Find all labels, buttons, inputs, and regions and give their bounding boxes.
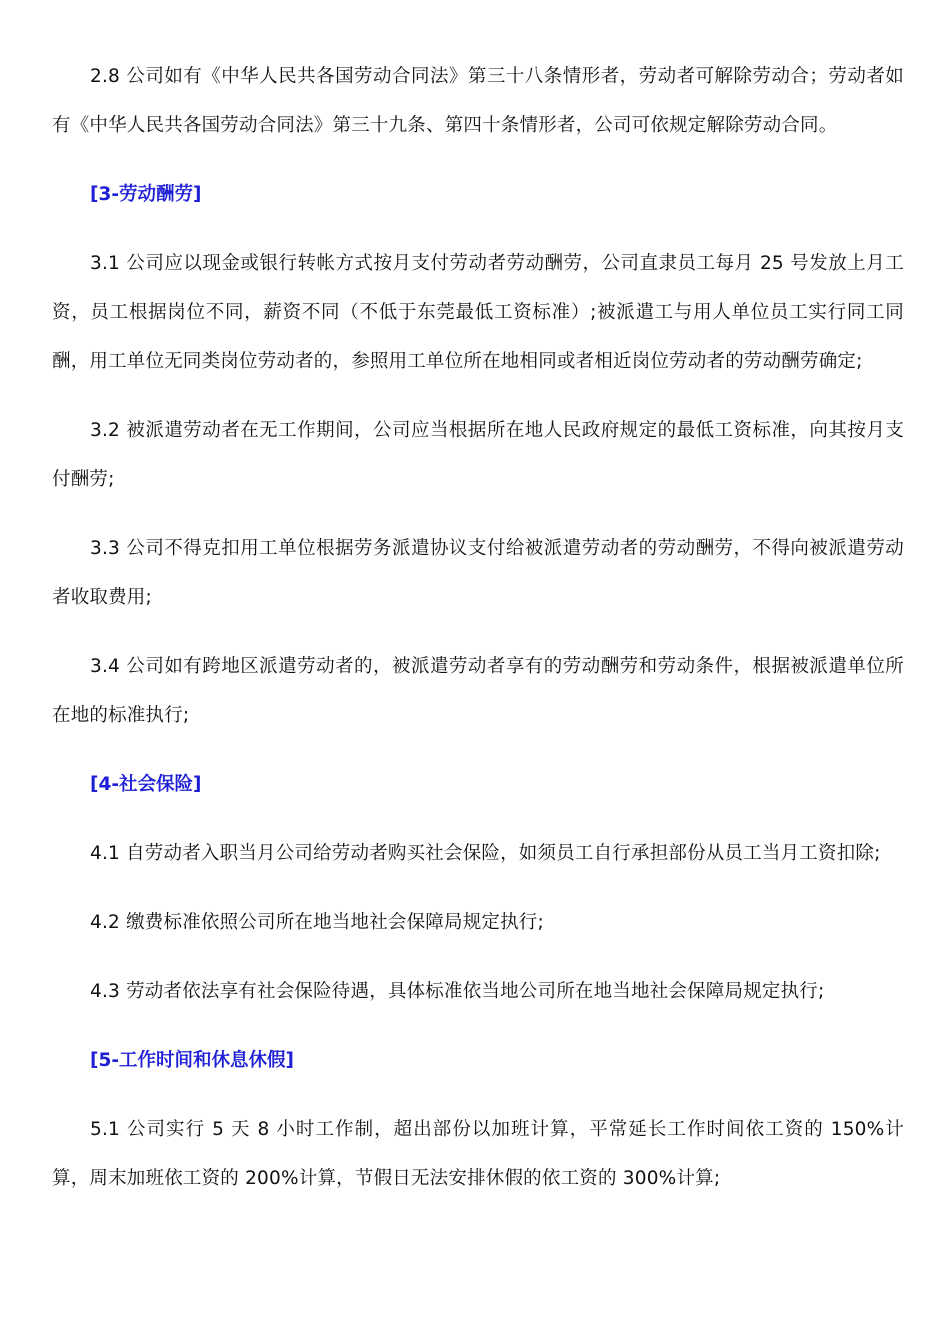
- paragraph-4-1: 4.1 自劳动者入职当月公司给劳动者购买社会保险，如须员工自行承担部份从员工当月工资扣除;: [90, 843, 881, 864]
- paragraph-3-2: 3.2 被派遣劳动者在无工作期间，公司应当根据所在地人民政府规定的最低工资标准，向其按月支付酬劳;: [52, 420, 904, 490]
- section-heading-3: [3-劳动酬劳]: [90, 184, 202, 205]
- paragraph-4-2: 4.2 缴费标准依照公司所在地当地社会保障局规定执行;: [90, 912, 544, 933]
- section-heading-4: [4-社会保险]: [90, 774, 202, 795]
- paragraph-4-3: 4.3 劳动者依法享有社会保险待遇，具体标准依当地公司所在地当地社会保障局规定执行;: [90, 981, 825, 1002]
- paragraph-3-4: 3.4 公司如有跨地区派遣劳动者的，被派遣劳动者享有的劳动酬劳和劳动条件，根据被派遣单位所在地的标准执行;: [52, 656, 904, 726]
- section-heading-5: [5-工作时间和休息休假]: [90, 1050, 294, 1071]
- paragraph-3-1: 3.1 公司应以现金或银行转帐方式按月支付劳动者劳动酬劳，公司直隶员工每月 25 号发放上月工资，员工根据岗位不同，薪资不同（不低于东莞最低工资标准）;被派遣工与用人单位员工实行同工同酬，用工单位无同类岗位劳动者的，参照用工单位所在地相同或者相近岗位劳动者的劳动酬劳确定;: [52, 253, 904, 372]
- paragraph-2-8: 2.8 公司如有《中华人民共各国劳动合同法》第三十八条情形者，劳动者可解除劳动合；劳动者如有《中华人民共各国劳动合同法》第三十九条、第四十条情形者，公司可依规定解除劳动合同。: [52, 66, 904, 136]
- paragraph-5-1: 5.1 公司实行 5 天 8 小时工作制，超出部份以加班计算，平常延长工作时间依工资的 150%计算，周末加班依工资的 200%计算，节假日无法安排休假的依工资的 300%计算;: [52, 1119, 904, 1189]
- document-page: [52, 52, 904, 1223]
- paragraph-3-3: 3.3 公司不得克扣用工单位根据劳务派遣协议支付给被派遣劳动者的劳动酬劳，不得向被派遣劳动者收取费用;: [52, 538, 904, 608]
